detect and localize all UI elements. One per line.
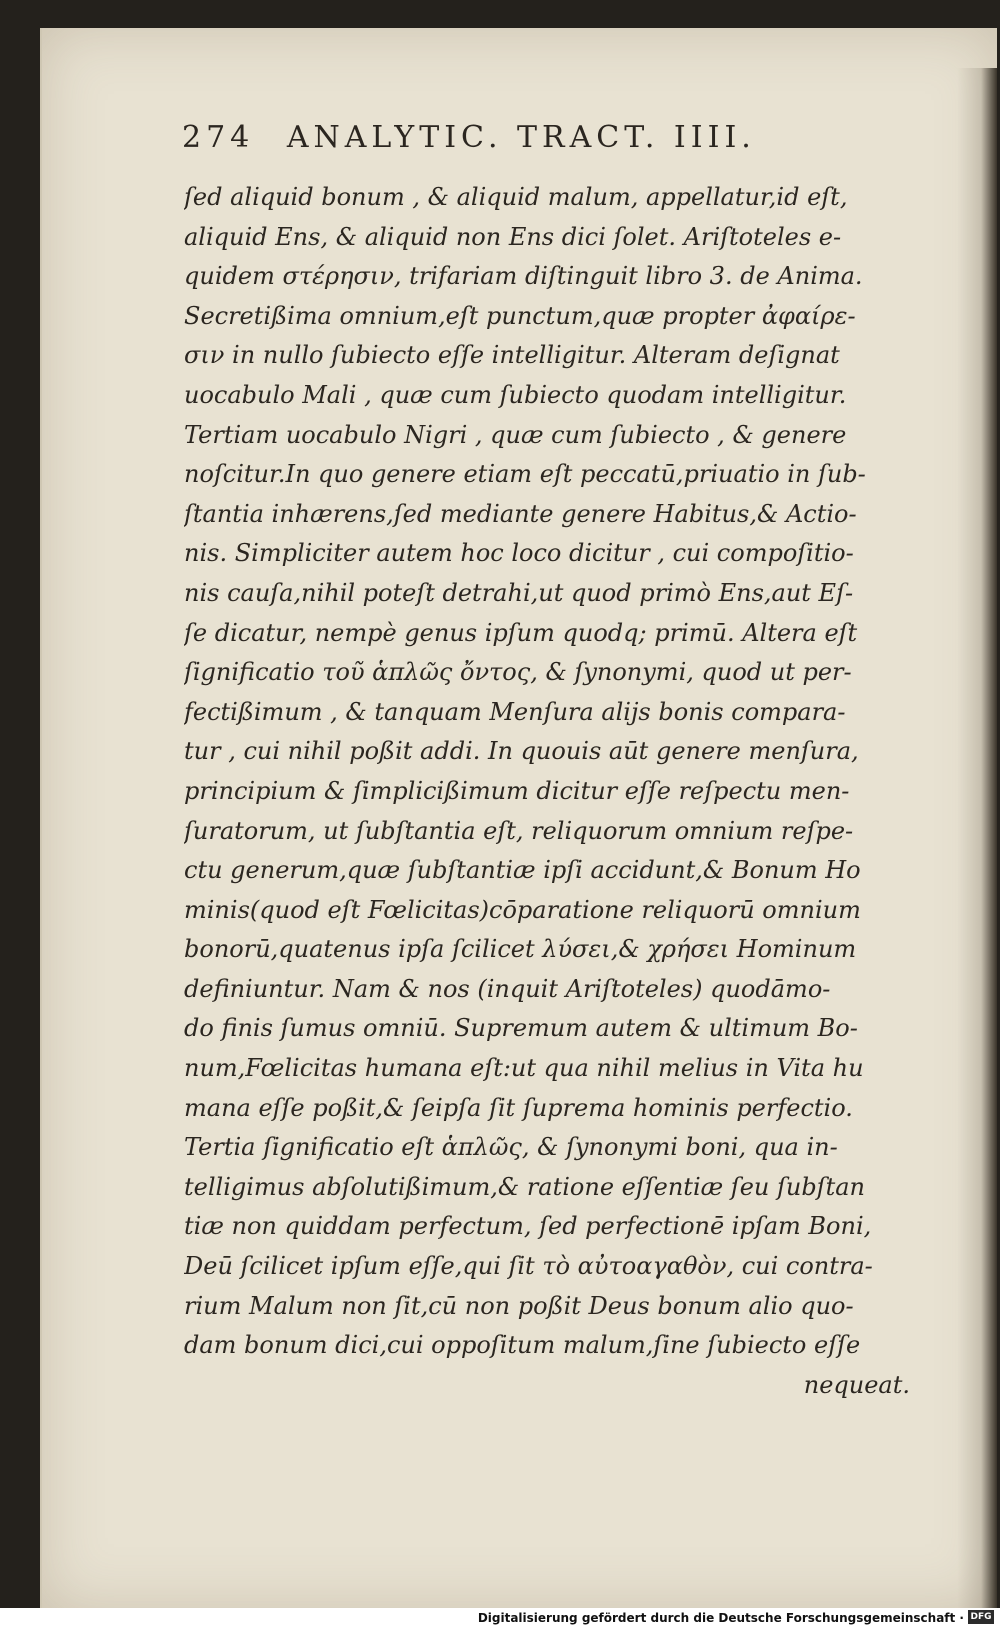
footer-credit: Digitalisierung gefördert durch die Deutsche Forschungsgemeinschaft ·	[477, 1611, 964, 1625]
text-line: minis(quod eſt Fœlicitas)cōparatione reliquorū omnium	[184, 895, 861, 924]
text-line: telligimus abſolutißimum,& ratione eſſentiæ ſeu ſubſtan	[184, 1172, 865, 1201]
text-line: uocabulo Mali , quæ cum ſubiecto quodam intelligitur.	[184, 380, 847, 409]
text-line: ſed aliquid bonum , & aliquid malum, appellatur,id eſt,	[184, 183, 848, 211]
page-edge-shadow	[957, 68, 997, 1608]
text-line: aliquid Ens, & aliquid non Ens dici ſolet. Ariſtoteles e-	[184, 222, 842, 251]
text-line: ſignificatio τοῦ ἁπλῶς ὄντος, & ſynonymi, quod ut per-	[184, 658, 852, 687]
text-line: fectißimum , & tanquam Menſura alijs bonis compara-	[184, 697, 846, 726]
text-line: ctu generum,quæ ſubſtantiæ ipſi accidunt,& Bonum Ho	[184, 856, 861, 885]
text-line: tiæ non quiddam perfectum, ſed perfectionē ipſam Boni,	[184, 1212, 872, 1241]
text-line: Deū ſcilicet ipſum eſſe,qui ſit τὸ αὐτοαγαθὸν, cui contra-	[184, 1252, 873, 1281]
running-title: ANALYTIC. TRACT. IIII.	[286, 120, 756, 155]
text-line: σιν in nullo ſubiecto eſſe intelligitur. Alteram deſignat	[184, 341, 840, 370]
text-line: rium Malum non ſit,cū non poßit Deus bonum alio quo-	[184, 1291, 854, 1320]
text-line: bonorū,quatenus ipſa ſcilicet λύσει,& χρήσει Hominum	[184, 935, 857, 964]
catchword: nequeat.	[803, 1370, 910, 1399]
text-line: definiuntur. Nam & nos (inquit Ariſtoteles) quodāmo-	[184, 974, 831, 1003]
text-line: nis cauſa,nihil poteſt detrahi,ut quod primò Ens,aut Eſ-	[184, 578, 854, 607]
body-text	[184, 178, 910, 1405]
text-line: Tertia ſignificatio eſt ἁπλῶς, & ſynonymi boni, qua in-	[184, 1133, 838, 1162]
text-line: ſe dicatur, nempè genus ipſum quodq; primū. Altera eſt	[184, 618, 858, 647]
text-line: dam bonum dici,cui oppoſitum malum,ſine ſubiecto eſſe	[184, 1331, 861, 1360]
text-line: tur , cui nihil poßit addi. In quouis aūt genere menſura,	[184, 737, 859, 766]
text-line: do finis ſumus omniū. Supremum autem & ultimum Bo-	[184, 1014, 858, 1043]
text-line: nis. Simpliciter autem hoc loco dicitur , cui compoſitio-	[184, 539, 854, 568]
text-line: ſuratorum, ut ſubſtantia eſt, reliquorum omnium reſpe-	[184, 816, 854, 845]
running-header	[182, 120, 902, 166]
dfg-logo: DFG	[968, 1610, 994, 1624]
text-line: Tertiam uocabulo Nigri , quæ cum ſubiecto , & genere	[184, 420, 847, 449]
text-line: Secretißima omnium,eſt punctum,quæ propter ἀφαίρε-	[184, 301, 856, 330]
text-line: mana eſſe poßit,& ſeipſa ſit ſuprema hominis perfectio.	[184, 1093, 853, 1122]
digitization-footer	[0, 1608, 1000, 1628]
text-line: quidem στέρησιν, trifariam diſtinguit libro 3. de Anima.	[184, 262, 863, 291]
text-line: principium & ſimplicißimum dicitur eſſe reſpectu men-	[184, 776, 850, 805]
page-number: 274	[182, 120, 255, 155]
text-line: num,Fœlicitas humana eſt:ut qua nihil melius in Vita hu	[184, 1054, 864, 1083]
text-line: noſcitur.In quo genere etiam eſt peccatū,priuatio in ſub-	[184, 460, 866, 489]
text-line: ſtantia inhærens,ſed mediante genere Habitus,& Actio-	[184, 499, 857, 528]
